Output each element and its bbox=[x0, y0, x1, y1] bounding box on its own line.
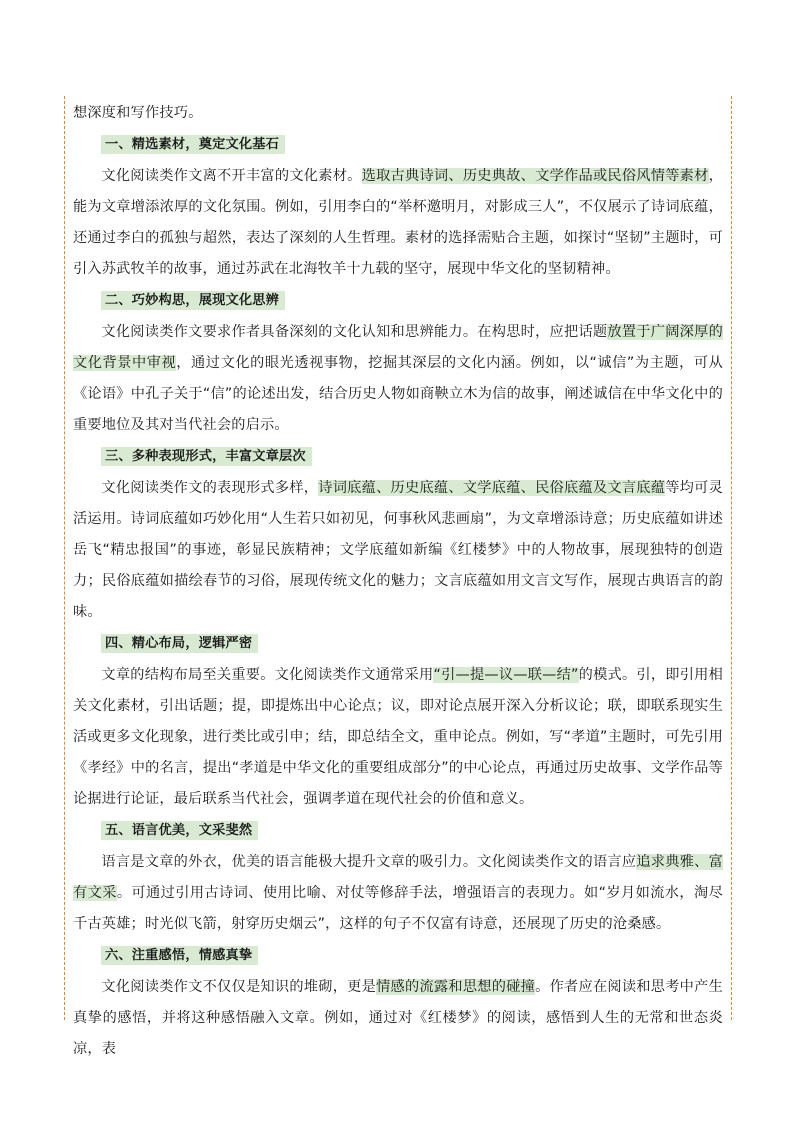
highlighted-phrase: 诗词底蕴、历史底蕴、文学底蕴、民俗底蕴及文言底蕴 bbox=[318, 480, 666, 496]
section-3 bbox=[73, 443, 723, 628]
section-heading: 三、多种表现形式，丰富文章层次 bbox=[101, 447, 312, 466]
section-heading: 六、注重感悟，情感真挚 bbox=[101, 946, 258, 965]
highlighted-phrase: 选取古典诗词、历史典故、文学作品或民俗风情等素材 bbox=[361, 168, 709, 184]
section-6 bbox=[73, 942, 723, 1065]
section-2 bbox=[73, 287, 723, 441]
highlighted-phrase: “引—提—议—联—结” bbox=[433, 667, 579, 683]
section-paragraph: 语言是文章的外衣，优美的语言能极大提升文章的吸引力。文化阅读类作文的语言应追求典雅、富有文采。可通过引用古诗词、使用比喻、对仗等修辞手法，增强语言的表现力。如“岁月如流水，淘尽千古英雄；时光似飞箭，射穿历史烟云”，这样的句子不仅富有诗意，还展现了历史的沧桑感。 bbox=[73, 854, 724, 932]
document-body bbox=[73, 98, 723, 1065]
section-paragraph: 文化阅读类作文要求作者具备深刻的文化认知和思辨能力。在构思时，应把话题放置于广阔深厚的文化背景中审视，通过文化的眼光透视事物，挖掘其深层的文化内涵。例如，以“诚信”为主题，可从《论语》中孔子关于“信”的论述出发，结合历史人物如商鞅立木为信的故事，阐述诚信在中华文化中的重要地位及其对当代社会的启示。 bbox=[73, 324, 723, 433]
intro-tail-text: 想深度和写作技巧。 bbox=[73, 105, 203, 121]
section-4 bbox=[73, 630, 723, 815]
highlighted-phrase: 放置于广阔深厚的文化背景中审视 bbox=[73, 324, 723, 371]
section-paragraph: 文化阅读类作文离不开丰富的文化素材。选取古典诗词、历史典故、文学作品或民俗风情等素材，能为文章增添浓厚的文化氛围。例如，引用李白的“举杯邀明月，对影成三人”，不仅展示了诗词底蕴，还通过李白的孤独与超然，表达了深刻的人生哲理。素材的选择需贴合主题，如探讨“坚韧”主题时，可引入苏武牧羊的故事，通过苏武在北海牧羊十九载的坚守，展现中华文化的坚韧精神。 bbox=[73, 168, 723, 277]
highlighted-phrase: 追求典雅、富有文采 bbox=[73, 854, 724, 901]
section-1 bbox=[73, 131, 723, 285]
section-heading: 四、精心布局，逻辑严密 bbox=[101, 634, 258, 653]
section-5 bbox=[73, 817, 723, 940]
section-heading: 五、语言优美，文采斐然 bbox=[101, 821, 258, 840]
section-paragraph: 文章的结构布局至关重要。文化阅读类作文通常采用“引—提—议—联—结”的模式。引，即引用相关文化素材，引出话题；提，即提炼出中心论点；议，即对论点展开深入分析议论；联，即联系现实生活或更多文化现象，进行类比或引申；结，即总结全文，重申论点。例如，写“孝道”主题时，可先引用《孝经》中的名言，提出“孝道是中华文化的重要组成部分”的中心论点，再通过历史故事、文学作品等论据进行论证，最后联系当代社会，强调孝道在现代社会的价值和意义。 bbox=[73, 667, 723, 807]
highlighted-phrase: 情感的流露和思想的碰撞 bbox=[376, 979, 536, 995]
section-heading: 一、精选素材，奠定文化基石 bbox=[101, 135, 285, 154]
section-paragraph: 文化阅读类作文不仅仅是知识的堆砌，更是情感的流露和思想的碰撞。作者应在阅读和思考中产生真挚的感悟，并将这种感悟融入文章。例如，通过对《红楼梦》的阅读，感悟到人生的无常和世态炎凉，表 bbox=[73, 979, 723, 1057]
section-heading: 二、巧妙构思，展现文化思辨 bbox=[101, 291, 285, 310]
section-paragraph: 文化阅读类作文的表现形式多样，诗词底蕴、历史底蕴、文学底蕴、民俗底蕴及文言底蕴等均可灵活运用。诗词底蕴如巧妙化用“人生若只如初见，何事秋风悲画扇”，为文章增添诗意；历史底蕴如讲述岳飞“精忠报国”的事迹，彰显民族精神；文学底蕴如新编《红楼梦》中的人物故事，展现独特的创造力；民俗底蕴如描绘春节的习俗，展现传统文化的魅力；文言底蕴如用文言文写作，展现古典语言的韵味。 bbox=[73, 480, 723, 620]
